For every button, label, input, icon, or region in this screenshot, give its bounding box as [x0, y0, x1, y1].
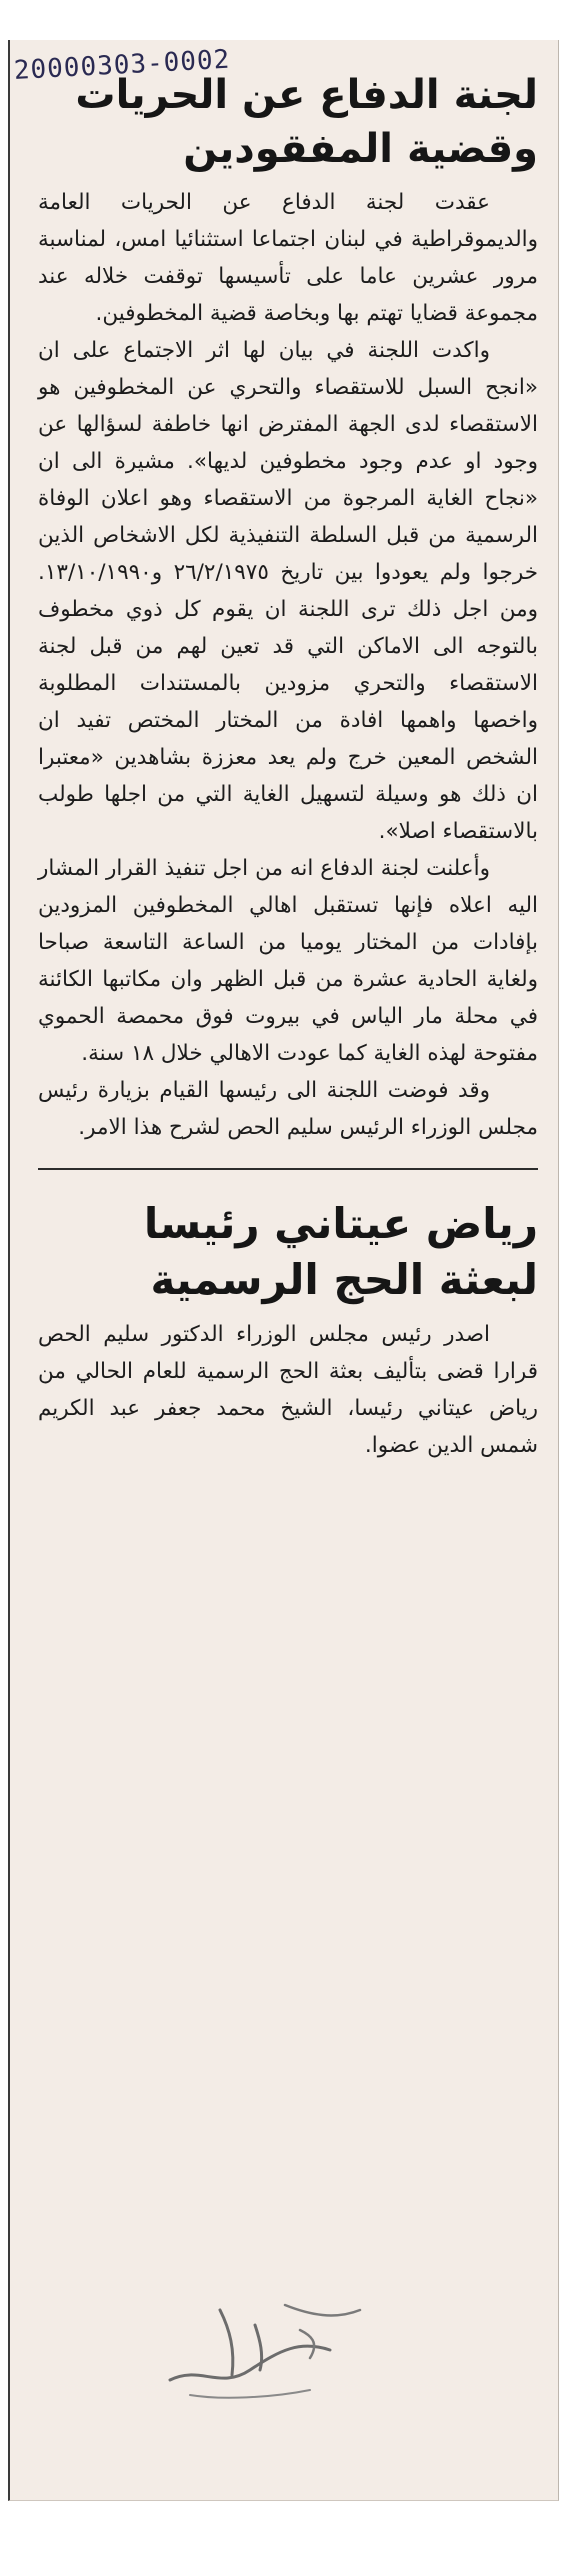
- article2-paragraph: اصدر رئيس مجلس الوزراء الدكتور سليم الحص قرارا قضى بتأليف بعثة الحج الرسمية للعام الحالي من رياض عيتاني رئيسا، الشيخ محمد جعفر عبد الكريم شمس الدين عضوا.: [38, 1322, 538, 1458]
- article1-paragraph: واكدت اللجنة في بيان لها اثر الاجتماع على ان «انجح السبل للاستقصاء والتحري عن المخطوفين هو الاستقصاء لدى الجهة المفترض انها خاطفة لسؤالها عن وجود او عدم وجود مخطوفين لديها». مشيرة الى ان «نجاح الغاية المرجوة من الاستقصاء وهو اعلان الوفاة الرسمية من قبل السلطة التنفيذية لكل الاشخاص الذين خرجوا ولم يعودوا بين تاريخ ٢٦/٢/١٩٧٥ و١٣/١٠/١٩٩٠. ومن اجل ذلك ترى اللجنة ان يقوم كل ذوي مخطوف بالتوجه الى الاماكن التي قد تعين لهم من قبل لجنة الاستقصاء والتحري مزودين بالمستندات المطلوبة واخصها واهمها افادة من المختار المختص تفيد ان الشخص المعين خرج ولم يعد معززة بشاهدين «معتبرا ان ذلك هو وسيلة لتسهيل الغاية التي من اجلها طولب بالاستقصاء اصلا».: [38, 338, 539, 844]
- article1-headline-line2: وقضية المفقودين: [183, 126, 538, 172]
- archive-stamp: 20000303-0002: [13, 44, 231, 86]
- article-column: [38, 40, 538, 1464]
- article1-headline-line1: لجنة الدفاع عن الحريات: [75, 72, 538, 118]
- article1-headline: [38, 68, 538, 176]
- article2-headline: [38, 1196, 538, 1308]
- article2-headline-line1: رياض عيتاني رئيسا: [143, 1199, 538, 1248]
- article2-body: [38, 1316, 538, 1464]
- article1-paragraph: وأعلنت لجنة الدفاع انه من اجل تنفيذ القرار المشار اليه اعلاه فإنها تستقبل اهالي المخطوفين المزودين بإفادات من المختار يوميا من الساعة التاسعة صباحا ولغاية الحادية عشرة من قبل الظهر وان مكاتبها الكائنة في محلة مار الياس في بيروت فوق محمصة الحموي مفتوحة لهذه الغاية كما عودت الاهالي خلال ١٨ سنة.: [38, 856, 538, 1066]
- article1-paragraph: عقدت لجنة الدفاع عن الحريات العامة والديموقراطية في لبنان اجتماعا استثنائيا امس، لمناسبة مرور عشرين عاما على تأسيسها توقفت خلاله عند مجموعة قضايا تهتم بها وبخاصة قضية المخطوفين.: [38, 190, 538, 326]
- article2-headline-line2: لبعثة الحج الرسمية: [150, 1255, 538, 1304]
- article1-body: [38, 184, 538, 1146]
- newspaper-clipping: [8, 40, 559, 2501]
- article-divider: [38, 1168, 538, 1170]
- article1-paragraph: وقد فوضت اللجنة الى رئيسها القيام بزيارة رئيس مجلس الوزراء الرئيس سليم الحص لشرح هذا الامر.: [38, 1078, 538, 1140]
- newspaper-logo-signature: [160, 2270, 380, 2410]
